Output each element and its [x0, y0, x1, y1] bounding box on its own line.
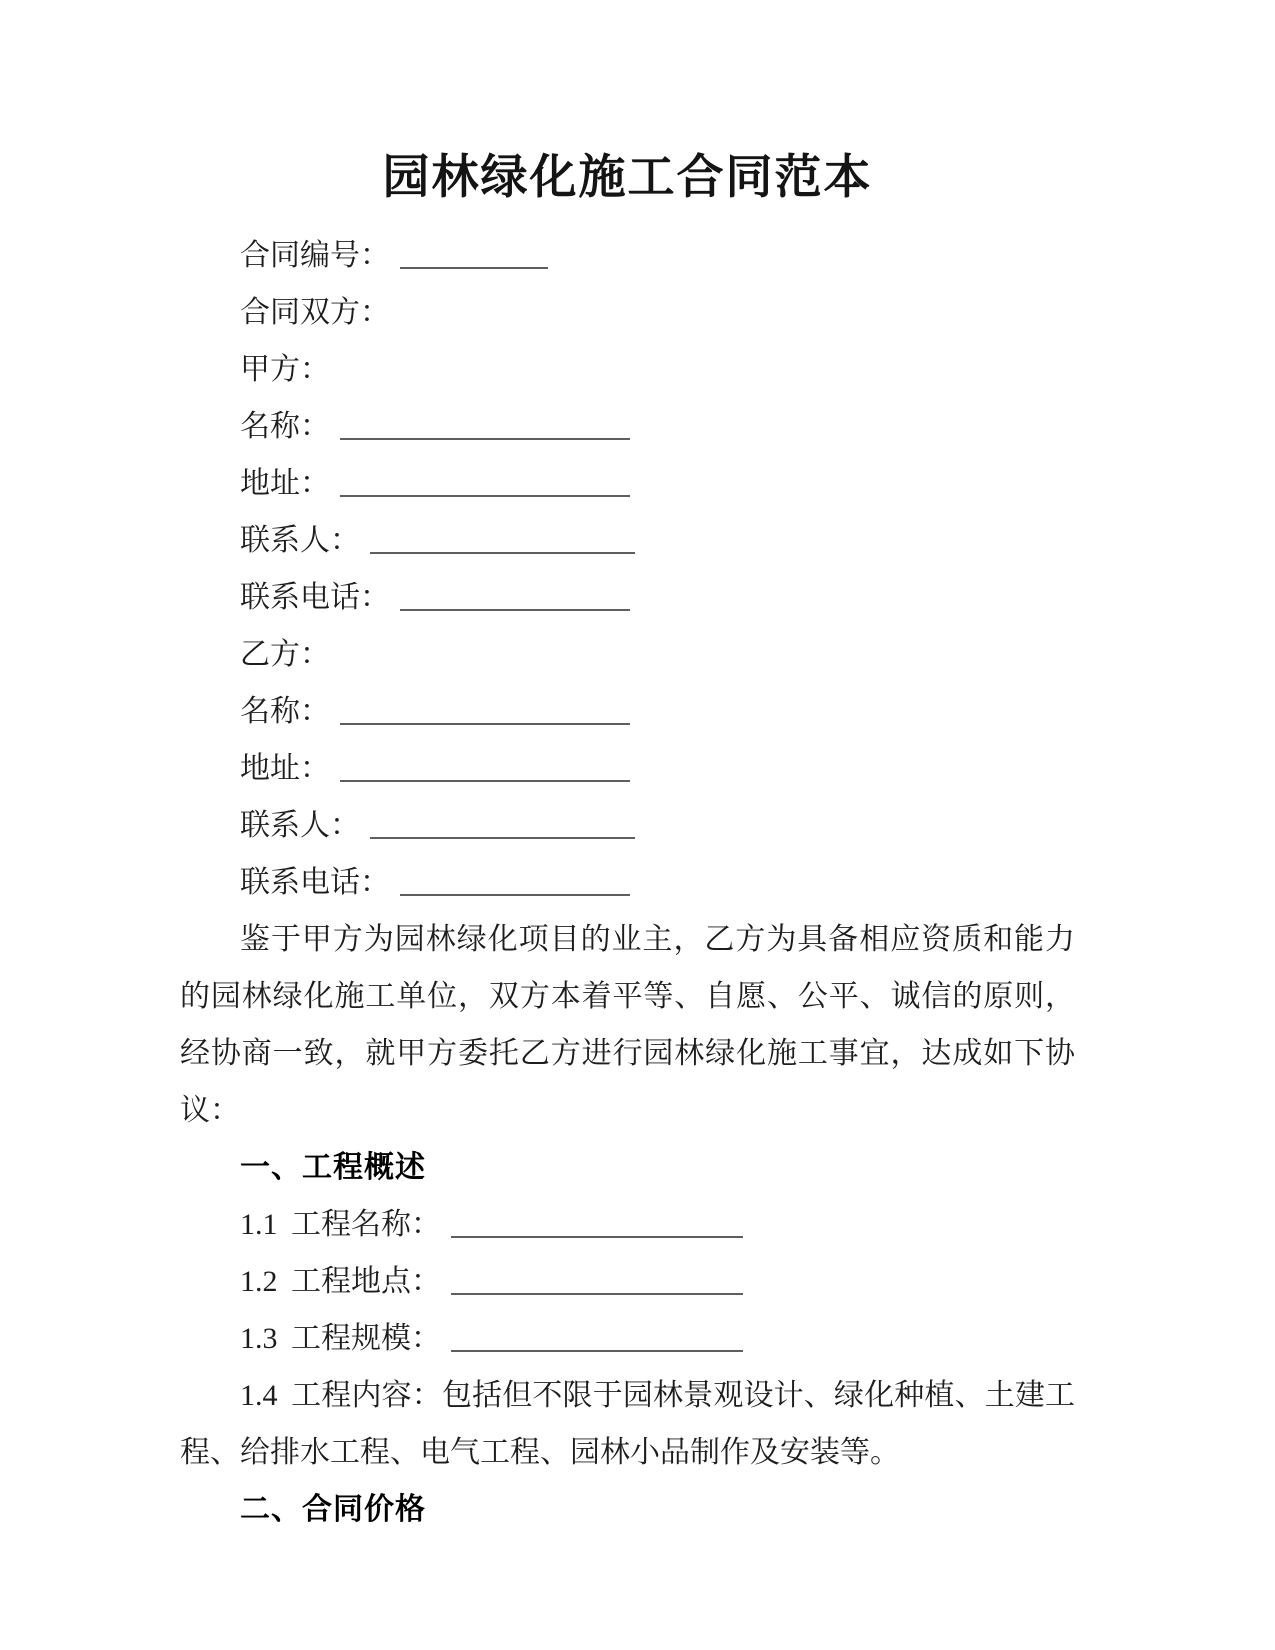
- blank-line: [400, 587, 630, 611]
- document-title: 园林绿化施工合同范本: [382, 152, 873, 204]
- contract-number-row: [180, 227, 1075, 284]
- blank-line: [340, 473, 630, 497]
- party-b-name-label: 名称：: [240, 695, 330, 728]
- party-a-address-label: 地址：: [240, 467, 330, 500]
- section-heading-contract-price: 二、合同价格: [240, 1493, 426, 1526]
- preamble-paragraph: 鉴于甲方为园林绿化项目的业主，乙方为具备相应资质和能力的园林绿化施工单位，双方本着平等、自愿、公平、诚信的原则，经协商一致，就甲方委托乙方进行园林绿化施工事宜，达成如下协议：: [180, 923, 1075, 1127]
- party-b-row: [180, 626, 1075, 683]
- party-a-phone-row: [180, 569, 1075, 626]
- item-project-content-label: 工程内容：: [291, 1379, 442, 1412]
- party-a-row: [180, 341, 1075, 398]
- contract-number-label: 合同编号：: [240, 239, 390, 272]
- party-b-name-row: [180, 683, 1075, 740]
- party-b-address-label: 地址：: [240, 752, 330, 785]
- party-a-address-row: [180, 455, 1075, 512]
- blank-line: [340, 758, 630, 782]
- item-project-name-label: 工程名称：: [291, 1208, 441, 1241]
- item-project-location-label: 工程地点：: [291, 1265, 441, 1298]
- blank-line: [370, 530, 635, 554]
- item-project-name-row: [180, 1196, 1075, 1253]
- party-b-contact-label: 联系人：: [240, 809, 360, 842]
- item-number: 1.4: [240, 1379, 278, 1412]
- item-project-scale-row: [180, 1310, 1075, 1367]
- document-body: [180, 227, 1075, 1538]
- item-project-scale-label: 工程规模：: [291, 1322, 441, 1355]
- party-b-label: 乙方：: [240, 638, 330, 671]
- party-b-phone-label: 联系电话：: [240, 866, 390, 899]
- contract-parties-row: [180, 284, 1075, 341]
- section-heading-project-overview: 一、工程概述: [240, 1151, 426, 1184]
- item-number: 1.2: [240, 1265, 278, 1298]
- blank-line: [340, 416, 630, 440]
- item-number: 1.3: [240, 1322, 278, 1355]
- item-project-content-text: 包括但不限于园林景观设计、绿化种植、土建工程、给排水工程、电气工程、园林小品制作及安装等。: [180, 1379, 1076, 1469]
- blank-line: [400, 872, 630, 896]
- blank-line: [451, 1214, 743, 1238]
- party-a-contact-row: [180, 512, 1075, 569]
- party-a-contact-label: 联系人：: [240, 524, 360, 557]
- party-a-phone-label: 联系电话：: [240, 581, 390, 614]
- party-a-name-label: 名称：: [240, 410, 330, 443]
- party-a-label: 甲方：: [240, 353, 330, 386]
- blank-line: [400, 245, 548, 269]
- party-b-contact-row: [180, 797, 1075, 854]
- item-number: 1.1: [240, 1208, 278, 1241]
- item-project-location-row: [180, 1253, 1075, 1310]
- party-b-address-row: [180, 740, 1075, 797]
- party-b-phone-row: [180, 854, 1075, 911]
- item-project-content-paragraph: [180, 1367, 1075, 1481]
- blank-line: [451, 1271, 743, 1295]
- blank-line: [370, 815, 635, 839]
- contract-parties-label: 合同双方：: [240, 296, 390, 329]
- blank-line: [340, 701, 630, 725]
- party-a-name-row: [180, 398, 1075, 455]
- blank-line: [451, 1328, 743, 1352]
